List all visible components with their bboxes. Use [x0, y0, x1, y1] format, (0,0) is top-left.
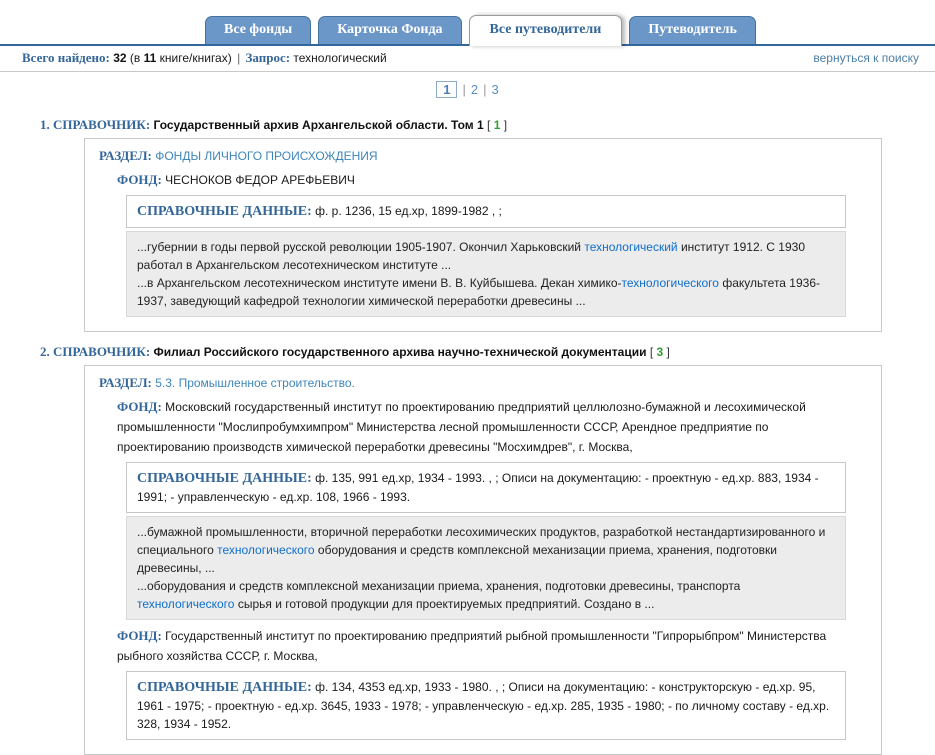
section-box: [84, 138, 882, 332]
books-count: 11: [143, 51, 157, 65]
query-value: технологический: [293, 51, 387, 65]
reference-data-label: СПРАВОЧНЫЕ ДАННЫЕ:: [137, 471, 312, 486]
books-prefix: (в: [129, 51, 141, 65]
excerpt-line: [137, 577, 835, 613]
result-title: Филиал Российского государственного архива научно-технической документации: [153, 345, 647, 359]
pagination-separator: |: [462, 82, 466, 97]
section-link[interactable]: ФОНДЫ ЛИЧНОГО ПРОИСХОЖДЕНИЯ: [155, 149, 378, 163]
results-summary-bar: [0, 46, 935, 72]
search-term-highlight: технологический: [584, 240, 678, 254]
excerpt-line: [137, 523, 835, 577]
tab-bar: [0, 0, 935, 46]
pagination-separator: |: [483, 82, 487, 97]
search-term-highlight: технологического: [217, 543, 315, 557]
bracket-close: ]: [500, 118, 508, 132]
reference-data-box: [126, 195, 846, 228]
results-list: [0, 117, 935, 755]
excerpt-text: институт 1912. С 1930 работал в Архангельском лесотехническом институте ...: [137, 240, 805, 272]
summary-divider: |: [237, 51, 241, 65]
reference-data-label: СПРАВОЧНЫЕ ДАННЫЕ:: [137, 204, 312, 219]
back-to-search-link[interactable]: вернуться к поиску: [813, 51, 919, 65]
tab-fund-card[interactable]: Карточка Фонда: [318, 16, 461, 44]
books-suffix: книге/книгах): [159, 51, 232, 65]
pagination-current-page: 1: [436, 81, 457, 98]
fond-label: ФОНД:: [117, 172, 162, 187]
section-label: РАЗДЕЛ:: [99, 375, 152, 390]
excerpt-text: ...бумажной промышленности, вторичной переработки лесохимических продуктов, разработкой нестандартизированного и специального: [137, 525, 826, 557]
bracket-open: [: [483, 118, 494, 132]
section-row: [99, 148, 867, 164]
pagination-page-2[interactable]: 2: [470, 82, 479, 97]
excerpt-text: оборудования и средств комплексной механизации приема, хранения, подготовки древесины, ...: [137, 543, 777, 575]
pagination: [0, 72, 935, 105]
result-hit-count[interactable]: 1: [493, 118, 501, 132]
pagination-page-3[interactable]: 3: [491, 82, 499, 97]
result-header: [0, 344, 935, 360]
section-row: [99, 375, 867, 391]
search-term-highlight: технологического: [137, 597, 235, 611]
fond-label: ФОНД:: [117, 628, 162, 643]
fond-row: [117, 170, 867, 190]
reference-data-box: [126, 671, 846, 740]
fond-row: [117, 397, 867, 457]
search-result: [0, 117, 935, 332]
excerpt-text: ...в Архангельском лесотехническом институте имени В. В. Куйбышева. Декан химико-: [137, 276, 622, 290]
excerpt-line: [137, 238, 835, 274]
excerpt-text: факультета 1936-1937, заведующий кафедрой технологии химической переработки древесины ...: [137, 276, 820, 308]
tab-guide[interactable]: Путеводитель: [629, 16, 756, 44]
excerpt-text: ...губернии в годы первой русской революции 1905-1907. Окончил Харьковский: [137, 240, 585, 254]
excerpt-text: сырья и готовой продукции для проектируемых предприятий. Создано в ...: [234, 597, 655, 611]
bracket-open: [: [646, 345, 657, 359]
search-term-highlight: технологического: [621, 276, 719, 290]
excerpt-box: [126, 516, 846, 620]
section-box: [84, 365, 882, 755]
reference-data-box: [126, 462, 846, 513]
result-hit-count[interactable]: 3: [656, 345, 664, 359]
result-type-label: 2. СПРАВОЧНИК:: [40, 344, 151, 359]
result-header: [0, 117, 935, 133]
query-label: Запрос:: [245, 50, 291, 65]
bracket-close: ]: [663, 345, 670, 359]
excerpt-text: ...оборудования и средств комплексной механизации приема, хранения, подготовки древесины, транспорта: [137, 579, 741, 593]
fond-label: ФОНД:: [117, 399, 162, 414]
tab-all-guides[interactable]: Все путеводители: [469, 15, 623, 46]
result-title: Государственный архив Архангельской области. Том 1: [153, 118, 484, 132]
section-link[interactable]: 5.3. Промышленное строительство.: [155, 376, 355, 390]
result-type-label: 1. СПРАВОЧНИК:: [40, 117, 151, 132]
section-label: РАЗДЕЛ:: [99, 148, 152, 163]
reference-data-label: СПРАВОЧНЫЕ ДАННЫЕ:: [137, 680, 312, 695]
fond-row: [117, 626, 867, 666]
results-summary: [22, 50, 387, 66]
reference-data-value: ф. р. 1236, 15 ед.хр, 1899-1982 , ;: [315, 204, 502, 218]
excerpt-box: [126, 231, 846, 317]
tab-all-funds[interactable]: Все фонды: [205, 16, 311, 44]
excerpt-line: [137, 274, 835, 310]
found-label: Всего найдено:: [22, 50, 110, 65]
search-result: [0, 344, 935, 755]
found-count: 32: [113, 51, 127, 65]
fond-name: Московский государственный институт по проектированию предприятий целлюлозно-бумажной и лесохимической промышленности "Мослипробумхимпром" Министерства лесной промышленности СССР, Арендное предприятие по проектированию производств химической переработки древесины "Мосхимдрев", г. Москва,: [117, 400, 806, 454]
fond-name: Государственный институт по проектированию предприятий рыбной промышленности "Гипрорыбпром" Министерства рыбного хозяйства СССР, г. Москва,: [117, 629, 827, 663]
reference-data-value: ф. 134, 4353 ед.хр, 1933 - 1980. , ; Описи на документацию: - конструкторскую - ед.хр. 95, 1961 - 1975; - проектную - ед.хр. 3645, 1933 - 1978; - управленческую - ед.хр. 285, 1935 - 1980; - по личному составу - ед.хр. 328, 1934 - 1952.: [137, 680, 830, 731]
fond-name: ЧЕСНОКОВ ФЕДОР АРЕФЬЕВИЧ: [165, 173, 355, 187]
reference-data-value: ф. 135, 991 ед.хр, 1934 - 1993. , ; Описи на документацию: - проектную - ед.хр. 883, 1934 - 1991; - управленческую - ед.хр. 108, 1966 - 1993.: [137, 471, 819, 504]
